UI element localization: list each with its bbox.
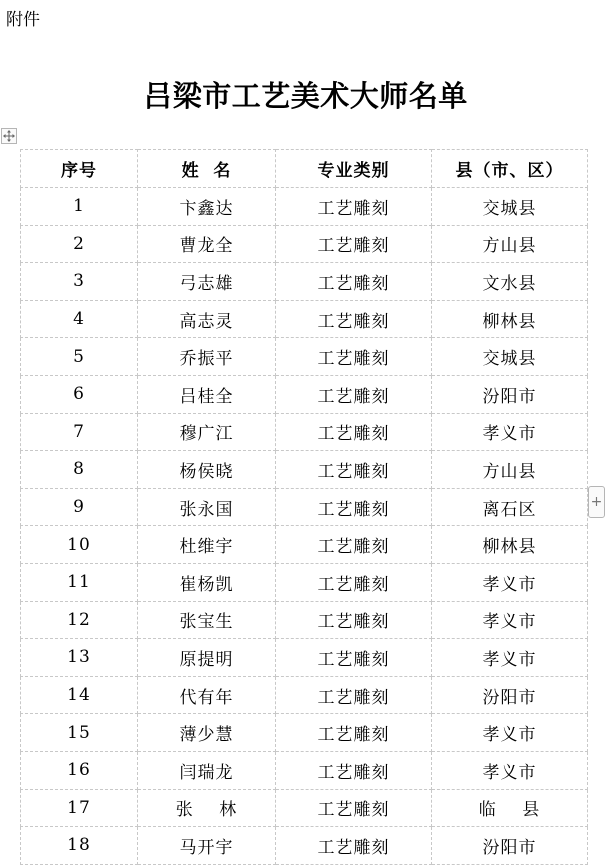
cell-county: 汾阳市 [432, 676, 588, 714]
add-column-button[interactable] [588, 486, 605, 518]
column-header-county: 县（市、区） [432, 150, 588, 188]
cell-name: 原提明 [138, 639, 276, 677]
cell-county: 交城县 [432, 188, 588, 226]
cell-category: 工艺雕刻 [276, 714, 432, 752]
cell-county: 孝义市 [432, 751, 588, 789]
table-row [21, 639, 588, 677]
cell-county: 临 县 [432, 789, 588, 827]
table-move-handle[interactable] [1, 128, 17, 144]
cell-index: 14 [21, 676, 138, 714]
cell-category: 工艺雕刻 [276, 488, 432, 526]
cell-index: 11 [21, 563, 138, 601]
document-title: 吕梁市工艺美术大师名单 [143, 79, 468, 113]
table-row [21, 338, 588, 376]
cell-name: 曹龙全 [138, 225, 276, 263]
table-row [21, 375, 588, 413]
cell-category: 工艺雕刻 [276, 563, 432, 601]
cell-county: 孝义市 [432, 413, 588, 451]
cell-category: 工艺雕刻 [276, 188, 432, 226]
cell-index: 17 [21, 789, 138, 827]
cell-county: 汾阳市 [432, 827, 588, 865]
cell-name: 马开宇 [138, 827, 276, 865]
cell-county: 文水县 [432, 263, 588, 301]
cell-index: 12 [21, 601, 138, 639]
cell-index: 8 [21, 451, 138, 489]
cell-county: 孝义市 [432, 714, 588, 752]
cell-category: 工艺雕刻 [276, 375, 432, 413]
table-row [21, 789, 588, 827]
cell-name: 崔杨凯 [138, 563, 276, 601]
cell-category: 工艺雕刻 [276, 639, 432, 677]
cell-category: 工艺雕刻 [276, 601, 432, 639]
cell-index: 1 [21, 188, 138, 226]
cell-index: 3 [21, 263, 138, 301]
cell-name: 杨侯晓 [138, 451, 276, 489]
table-row [21, 413, 588, 451]
cell-county: 柳林县 [432, 526, 588, 564]
cell-county: 孝义市 [432, 601, 588, 639]
plus-icon: + [590, 494, 603, 510]
cell-county: 离石区 [432, 488, 588, 526]
cell-category: 工艺雕刻 [276, 300, 432, 338]
table-row [21, 601, 588, 639]
cell-category: 工艺雕刻 [276, 526, 432, 564]
table-row [21, 676, 588, 714]
cell-index: 16 [21, 751, 138, 789]
column-header-name: 姓 名 [138, 150, 276, 188]
cell-county: 柳林县 [432, 300, 588, 338]
table-row [21, 488, 588, 526]
table-row [21, 188, 588, 226]
column-header-category: 专业类别 [276, 150, 432, 188]
cell-index: 2 [21, 225, 138, 263]
table-row [21, 526, 588, 564]
cell-category: 工艺雕刻 [276, 789, 432, 827]
cell-county: 交城县 [432, 338, 588, 376]
cell-category: 工艺雕刻 [276, 338, 432, 376]
cell-index: 15 [21, 714, 138, 752]
cell-index: 10 [21, 526, 138, 564]
cell-name: 张永国 [138, 488, 276, 526]
cell-name: 乔振平 [138, 338, 276, 376]
table-row [21, 300, 588, 338]
cell-name: 卞鑫达 [138, 188, 276, 226]
cell-county: 方山县 [432, 225, 588, 263]
cell-category: 工艺雕刻 [276, 676, 432, 714]
cell-county: 孝义市 [432, 563, 588, 601]
cell-name: 吕桂全 [138, 375, 276, 413]
cell-category: 工艺雕刻 [276, 263, 432, 301]
cell-name: 高志灵 [138, 300, 276, 338]
cell-name: 杜维宇 [138, 526, 276, 564]
cell-category: 工艺雕刻 [276, 451, 432, 489]
cell-name: 代有年 [138, 676, 276, 714]
move-arrows-icon [3, 130, 15, 142]
column-header-index: 序号 [21, 150, 138, 188]
cell-county: 汾阳市 [432, 375, 588, 413]
table-row [21, 563, 588, 601]
table-header-row [21, 150, 588, 188]
cell-index: 7 [21, 413, 138, 451]
table-row [21, 263, 588, 301]
cell-index: 6 [21, 375, 138, 413]
cell-category: 工艺雕刻 [276, 827, 432, 865]
cell-name: 穆广江 [138, 413, 276, 451]
table-row [21, 225, 588, 263]
cell-index: 4 [21, 300, 138, 338]
cell-index: 5 [21, 338, 138, 376]
table-row [21, 751, 588, 789]
table-row [21, 451, 588, 489]
masters-table [20, 149, 588, 865]
cell-name: 闫瑞龙 [138, 751, 276, 789]
cell-county: 孝义市 [432, 639, 588, 677]
cell-category: 工艺雕刻 [276, 225, 432, 263]
cell-name: 张 林 [138, 789, 276, 827]
attachment-label: 附件 [6, 10, 40, 30]
cell-county: 方山县 [432, 451, 588, 489]
cell-name: 弓志雄 [138, 263, 276, 301]
cell-name: 薄少慧 [138, 714, 276, 752]
cell-category: 工艺雕刻 [276, 751, 432, 789]
cell-index: 9 [21, 488, 138, 526]
cell-category: 工艺雕刻 [276, 413, 432, 451]
cell-name: 张宝生 [138, 601, 276, 639]
table-row [21, 714, 588, 752]
cell-index: 18 [21, 827, 138, 865]
cell-index: 13 [21, 639, 138, 677]
